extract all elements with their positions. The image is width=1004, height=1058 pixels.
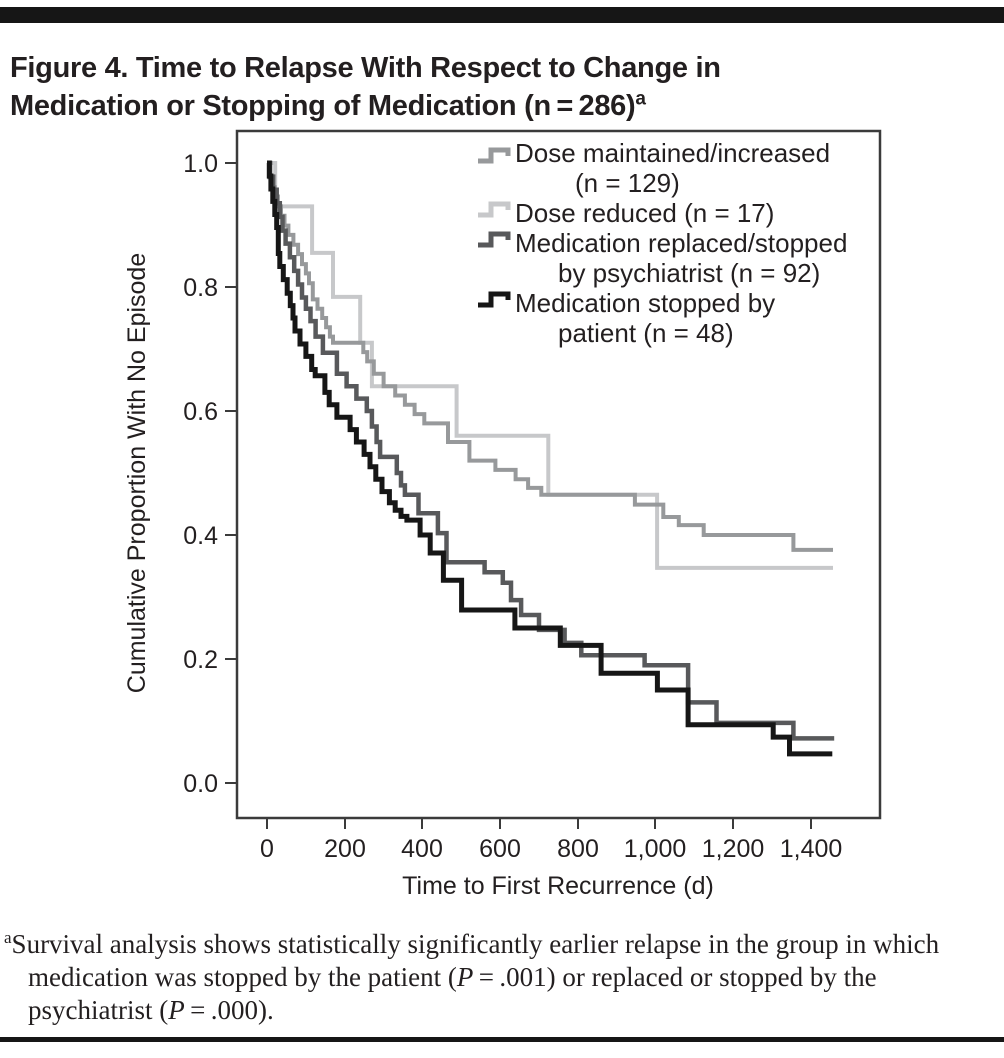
footnote-p-value-1: P: [456, 962, 474, 992]
y-tick-0.8: 0.8: [183, 274, 218, 302]
legend-swatch-med-stopped-icon: [478, 294, 508, 305]
y-tick-0.4: 0.4: [183, 522, 218, 550]
x-axis-title: Time to First Recurrence (d): [402, 872, 714, 900]
figure-footnote: [4, 928, 958, 1027]
footnote-p-value-2: P: [168, 995, 185, 1025]
legend-swatch-dose-reduced-icon: [478, 204, 508, 215]
x-tick-1400: 1,400: [779, 835, 843, 863]
x-tick-800: 800: [557, 835, 599, 863]
legend-swatch-med-replaced-icon: [478, 234, 508, 245]
x-axis-ticks: [267, 818, 811, 829]
footnote-text-1: Survival analysis shows statistically significantly earlier relapse in the group in which medication was stopped by the patient (: [11, 929, 940, 992]
survival-chart: [0, 115, 1004, 905]
legend-label-med-stopped-n: patient (n = 48): [558, 318, 734, 348]
bottom-rule-bar: [0, 1037, 1004, 1042]
y-axis-ticks: [225, 163, 237, 783]
x-tick-600: 600: [479, 835, 521, 863]
figure-title-line2: Medication or Stopping of Medication (n = 286): [10, 90, 636, 123]
legend-label-med-replaced-n: by psychiatrist (n = 92): [558, 258, 821, 288]
legend-label-dose-maintained: Dose maintained/increased: [515, 138, 831, 168]
x-tick-0: 0: [260, 835, 274, 863]
y-tick-1.0: 1.0: [183, 150, 218, 178]
legend-swatch-dose-maintained-icon: [478, 150, 508, 161]
x-tick-200: 200: [324, 835, 366, 863]
figure-title-line1: Figure 4. Time to Relapse With Respect to Change in: [10, 52, 721, 85]
legend-label-med-replaced: Medication replaced/stopped: [515, 228, 848, 258]
x-tick-1200: 1,200: [701, 835, 765, 863]
x-tick-1000: 1,000: [623, 835, 687, 863]
figure-title-superscript: a: [635, 88, 646, 110]
x-axis-tick-labels: [260, 835, 842, 863]
footnote-text-3: = .000).: [184, 995, 274, 1025]
y-tick-0.2: 0.2: [183, 646, 218, 674]
y-axis-title: Cumulative Proportion With No Episode: [123, 252, 151, 694]
footnote-text-2: = .001) or replaced or stopped by the psychiatrist (: [28, 962, 877, 1025]
top-rule-bar: [0, 7, 1004, 23]
legend-label-med-stopped: Medication stopped by: [515, 288, 776, 318]
legend-label-dose-maintained-n: (n = 129): [575, 168, 680, 198]
y-tick-0.0: 0.0: [183, 770, 218, 798]
footnote-marker: a: [4, 928, 12, 947]
y-axis-tick-labels: [183, 150, 218, 798]
chart-legend: [478, 138, 847, 348]
x-tick-400: 400: [401, 835, 443, 863]
y-tick-0.6: 0.6: [183, 398, 218, 426]
legend-label-dose-reduced: Dose reduced (n = 17): [515, 198, 775, 228]
